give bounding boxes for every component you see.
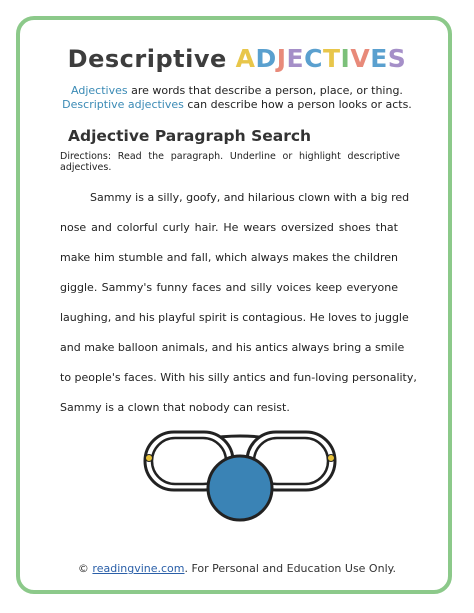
- title-letter: S: [387, 44, 407, 73]
- clown-nose: [208, 456, 272, 520]
- footer: © readingvine.com. For Personal and Education Use Only.: [77, 562, 397, 575]
- clown-glasses-icon: [140, 420, 340, 530]
- paragraph-line: giggle. Sammy's funny faces and silly voices keep everyone: [60, 281, 398, 294]
- intro-text: [0, 84, 474, 112]
- title-letter: A: [235, 44, 256, 73]
- directions-text: Directions: Read the paragraph. Underline or highlight descriptive adjectives.: [60, 151, 400, 173]
- right-hinge-dot: [328, 455, 335, 462]
- title-letter: T: [322, 44, 341, 73]
- title-word-adjectives: [236, 45, 407, 73]
- paragraph-line: nose and colorful curly hair. He wears oversized shoes that: [60, 221, 398, 234]
- title-letter: C: [304, 44, 323, 73]
- section-title: Adjective Paragraph Search: [68, 127, 312, 145]
- paragraph-line: and make balloon animals, and his antics always bring a smile: [60, 341, 405, 354]
- title-letter: E: [286, 44, 305, 73]
- paragraph-line: Sammy is a clown that nobody can resist.: [60, 401, 290, 414]
- title-word-descriptive: Descriptive: [67, 45, 227, 73]
- paragraph-line: to people's faces. With his silly antics and fun-loving personality,: [60, 371, 417, 384]
- left-hinge-dot: [146, 455, 153, 462]
- title-letter: D: [255, 44, 277, 73]
- paragraph-line: laughing, and his playful spirit is contagious. He loves to juggle: [60, 311, 409, 324]
- paragraph-line: Sammy is a silly, goofy, and hilarious clown with a big red: [90, 191, 410, 204]
- page-title: [0, 44, 474, 73]
- title-letter: J: [276, 44, 287, 73]
- readingvine-link[interactable]: readingvine.com: [92, 562, 185, 575]
- intro-line-2: Descriptive adjectives can describe how a person looks or acts.: [62, 98, 412, 111]
- title-letter: V: [350, 44, 371, 73]
- intro-line-1: Adjectives are words that describe a person, place, or thing.: [71, 84, 403, 97]
- title-letter: I: [340, 44, 351, 73]
- paragraph-line: make him stumble and fall, which always makes the children: [60, 251, 398, 264]
- title-letter: E: [370, 44, 388, 73]
